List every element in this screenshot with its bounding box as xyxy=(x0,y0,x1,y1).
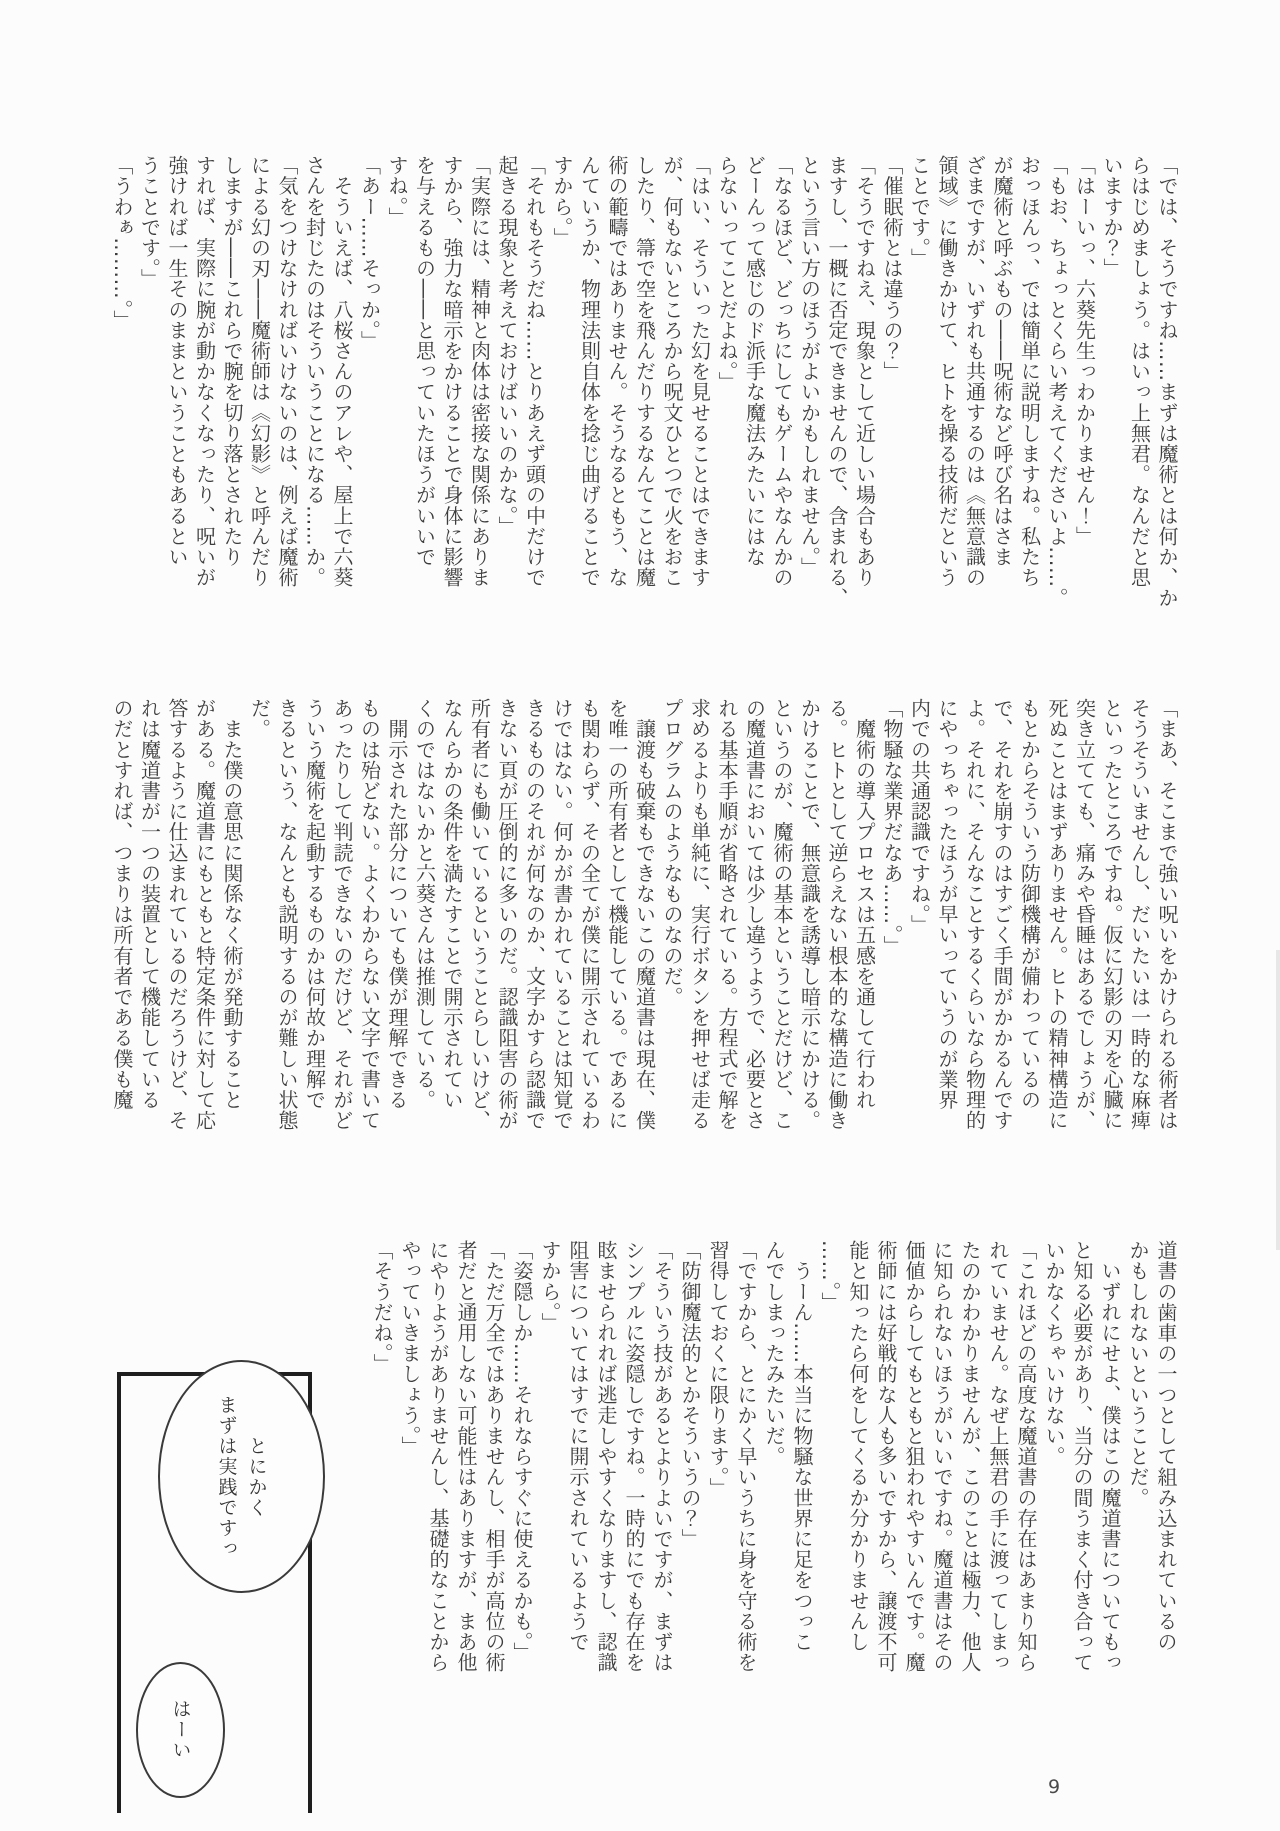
text-column: ものは殆どない。よくわからない文字で書いて xyxy=(357,698,382,1131)
text-column: んていうか、物理法則自体を捻じ曲げることで xyxy=(577,155,602,588)
text-column: 突き立てても、痛みや昏睡はあるでしょうが、 xyxy=(1072,698,1097,1131)
text-column: まずは実践ですっ xyxy=(215,1394,238,1559)
text-column: 「それもそうだね……とりあえず頭の中だけで xyxy=(522,155,547,588)
text-column: 習得しておくに限ります。」 xyxy=(706,1240,730,1498)
text-column: 「ただ万全ではありませんし、相手が高位の術 xyxy=(482,1240,506,1673)
text-column: ういう魔術を起動するものかは何故か理解で xyxy=(302,698,327,1110)
text-column: 術の範疇ではありません。そうなるともう、な xyxy=(605,155,629,588)
text-column: かもしれないということだ。 xyxy=(1126,1240,1150,1508)
text-column: すれば、実際に腕が動かなくなったり、呪いが xyxy=(192,155,217,588)
text-column: きるという、なんとも説明するのが難しい状態 xyxy=(275,698,299,1131)
text-column: 「物騒な業界だなあ……。」 xyxy=(880,698,904,956)
text-column: 所有者にも働いているということらしいけど、 xyxy=(467,698,492,1131)
text-column: 開示された部分についても僕が理解できる xyxy=(385,698,409,1110)
text-column: もとからそういう防御機構が備わっているの xyxy=(1017,698,1042,1110)
text-column: れる基本手順が省略されている。方程式で解を xyxy=(715,698,739,1131)
text-column: を唯一の所有者として機能している。であるに xyxy=(605,698,629,1131)
text-column: ……。」 xyxy=(818,1240,842,1313)
text-column: けではない。何かが書かれていることは知覚で xyxy=(550,698,574,1131)
text-column: 死ぬことはまずありません。ヒトの精神構造に xyxy=(1045,698,1069,1131)
text-column: くのではないかと六葵さんは推測している。 xyxy=(412,698,437,1110)
text-column: 求めるよりも単純に、実行ボタンを押せば走る xyxy=(687,698,712,1131)
text-column: らないってことだよね。」 xyxy=(715,155,739,393)
text-column: とにかく xyxy=(245,1435,268,1518)
text-column: らはじめましょう。はいっ上無君。なんだと思 xyxy=(1127,155,1152,588)
text-column: る。ヒトとして逆らえない根本的な構造に働き xyxy=(825,698,849,1131)
text-column: よ。それに、そんなことするくらいなら物理的 xyxy=(962,698,987,1131)
text-column: 「気をつけなければいけないのは、例えば魔術 xyxy=(275,155,299,588)
text-column: 「防御魔法的とかそういうの？」 xyxy=(678,1240,702,1549)
text-column: あったりして判読できないのだけど、それがど xyxy=(330,698,354,1131)
speech-bubble-2-text xyxy=(166,1699,196,1761)
text-column: が魔術と呼ぶもの――呪術など呼び名はさま xyxy=(990,155,1014,567)
text-column: 「そうだね。」 xyxy=(370,1240,394,1375)
text-column: の魔道書においては少し違うようで、必要とさ xyxy=(742,698,767,1131)
text-column: うことです。」 xyxy=(137,155,162,290)
speech-bubble-1-text xyxy=(212,1395,272,1559)
text-column: いかなくちゃいけない。 xyxy=(1042,1240,1066,1467)
text-column: にやりようがありませんし、基礎的なことから xyxy=(426,1240,450,1673)
text-column: がある。魔道書にもともと特定条件に対して応 xyxy=(192,698,217,1131)
text-column: なんらかの条件を満たすことで開示されてい xyxy=(440,698,464,1110)
text-column: というのが、魔術の基本ということだけど、こ xyxy=(770,698,794,1131)
text-column: ますし、一概に否定できませんので、含まれる、 xyxy=(825,155,849,609)
text-column: 内での共通認識ですね。」 xyxy=(907,698,932,936)
text-column: 起きる現象と考えておけばいいのかな。」 xyxy=(495,155,519,537)
text-column: すね。」 xyxy=(385,155,409,228)
text-column: という言い方のほうがよいかもしれません。」 xyxy=(797,155,822,578)
text-block-3 xyxy=(368,1240,1180,1692)
page-number: 9 xyxy=(1048,1776,1061,1798)
text-column: きない頁が圧倒的に多いのだ。認識阻害の術が xyxy=(495,698,519,1131)
text-column: れていません。なぜ上無君の手に渡ってしまっ xyxy=(986,1240,1010,1673)
text-column: すから。」 xyxy=(550,155,574,248)
text-block-2 xyxy=(108,698,1181,1150)
text-column: 「そういう技があるとよりよいですが、まずは xyxy=(650,1240,674,1673)
text-column: で、それを崩すのはすごく手間がかかるんです xyxy=(990,698,1014,1131)
speech-bubble-1 xyxy=(158,1360,325,1593)
text-column: にやっちゃったほうが早いっていうのが業界 xyxy=(935,698,959,1110)
text-column: 「姿隠しか……それならすぐに使えるかも。」 xyxy=(510,1240,534,1663)
text-column: 魔術の導入プロセスは五感を通して行われ xyxy=(852,698,877,1110)
text-column: 「うわぁ………。」 xyxy=(110,155,134,331)
text-column: 眩ませられれば逃走しやすくなりますし、認識 xyxy=(594,1240,618,1673)
text-column: も関わらず、その全てが僕に開示されているわ xyxy=(577,698,602,1131)
text-column: ことです。」 xyxy=(907,155,932,269)
text-column: きるもののそれが何なのか、文字かすら認識で xyxy=(522,698,547,1131)
text-column: シンプルに姿隠しですね。一時的にでも存在を xyxy=(622,1240,646,1673)
text-column: 「これほどの高度な魔道書の存在はあまり知ら xyxy=(1014,1240,1038,1673)
text-column: んでしまったみたいだ。 xyxy=(762,1240,786,1467)
text-column: しますが――これらで腕を切り落とされたり xyxy=(220,155,244,567)
text-column: そうそういませんし、だいたいは一時的な麻痺 xyxy=(1127,698,1152,1131)
text-column: やっていきましょう。」 xyxy=(398,1240,422,1457)
text-column: ざまですが、いずれも共通するのは《無意識の xyxy=(962,155,987,588)
text-column: 阻害についてはすでに開示されているようで xyxy=(566,1240,590,1652)
text-column: れは魔道書が一つの装置として機能している xyxy=(137,698,162,1110)
text-column: たのかわかりませんが、このことは極力、他人 xyxy=(958,1240,982,1673)
text-column: 「はーいっ、六葵先生っわかりません！」 xyxy=(1072,155,1097,547)
text-column: 領域》に働きかけて、ヒトを操る技術だという xyxy=(935,155,959,588)
text-column: さんを封じたのはそういうことになる……か。 xyxy=(302,155,327,588)
text-column: 価値からしてもともと狙われやすいんです。魔 xyxy=(902,1240,926,1673)
text-column: による幻の刃――魔術師は《幻影》と呼んだり xyxy=(247,155,272,588)
text-column: そういえば、八桜さんのアレや、屋上で六葵 xyxy=(330,155,354,588)
text-column: 「ですから、とにかく早いうちに身を守る術を xyxy=(734,1240,758,1673)
text-column: プログラムのようなものなのだ。 xyxy=(660,698,684,1007)
text-column: 「そうですねえ、現象として近しい場合もあり xyxy=(852,155,877,588)
text-column: はーい xyxy=(169,1699,192,1761)
text-column: 「まあ、そこまで強い呪いをかけられる術者は xyxy=(1155,698,1179,1131)
text-column: 「もお、ちょっとくらい考えてくださいよ……。 xyxy=(1045,155,1069,609)
text-column: と知る必要があり、当分の間うまく付き合って xyxy=(1070,1240,1094,1673)
text-column: すから。」 xyxy=(538,1240,562,1333)
text-column: したり、箒で空を飛んだりするなんてことは魔 xyxy=(632,155,657,588)
text-column: 者だと通用しない可能性はありますが、まあ他 xyxy=(454,1240,478,1673)
text-column: だ。 xyxy=(247,698,272,740)
text-column: 答するように仕込まれているのだろうけど、そ xyxy=(165,698,189,1131)
text-column: といったところですね。仮に幻影の刃を心臓に xyxy=(1100,698,1124,1131)
text-column: を与えるもの――と思っていたほうがいいで xyxy=(412,155,437,567)
text-column: が、何もないところから呪文ひとつで火をおこ xyxy=(660,155,684,588)
text-column: 術師には好戦的な人も多いですから、譲渡不可 xyxy=(874,1240,898,1673)
text-column: うーん……本当に物騒な世界に足をつっこ xyxy=(790,1240,814,1652)
text-column: のだとすれば、つまりは所有者である僕も魔 xyxy=(110,698,134,1110)
speech-bubble-2 xyxy=(136,1662,225,1798)
text-column: かけることで、無意識を誘導し暗示にかける。 xyxy=(797,698,822,1131)
text-column: 「はい、そういった幻を見せることはできます xyxy=(687,155,712,588)
text-column: いますか？」 xyxy=(1100,155,1124,279)
text-column: すから、強力な暗示をかけることで身体に影響 xyxy=(440,155,464,588)
text-column: 「なるほど、どっちにしてもゲームやなんかの xyxy=(770,155,794,588)
text-column: 「実際には、精神と肉体は密接な関係にありま xyxy=(467,155,492,588)
text-column: 「では、そうですね……まずは魔術とは何か、か xyxy=(1155,155,1179,609)
text-column: また僕の意思に関係なく術が発動すること xyxy=(220,698,244,1110)
text-column: いずれにせよ、僕はこの魔道書についてもっ xyxy=(1098,1240,1122,1673)
scan-edge-artifact xyxy=(1276,950,1280,1250)
text-column: 道書の歯車の一つとして組み込まれているの xyxy=(1154,1240,1178,1652)
text-column: 譲渡も破棄もできないこの魔道書は現在、僕 xyxy=(632,698,657,1131)
text-column: 能と知ったら何をしてくるか分かりませんし xyxy=(846,1240,870,1652)
text-column: に知られないほうがいいですね。魔道書はその xyxy=(930,1240,954,1673)
text-column: 「催眠術とは違うの？」 xyxy=(880,155,904,382)
text-column: 「あー……そっか。」 xyxy=(357,155,382,351)
text-column: 強ければ一生そのままということもあるとい xyxy=(165,155,189,567)
text-block-1 xyxy=(108,155,1181,607)
text-column: どーんって感じのド派手な魔法みたいにはな xyxy=(742,155,767,567)
text-column: おっほんっ、では簡単に説明しますね。私たち xyxy=(1017,155,1042,588)
